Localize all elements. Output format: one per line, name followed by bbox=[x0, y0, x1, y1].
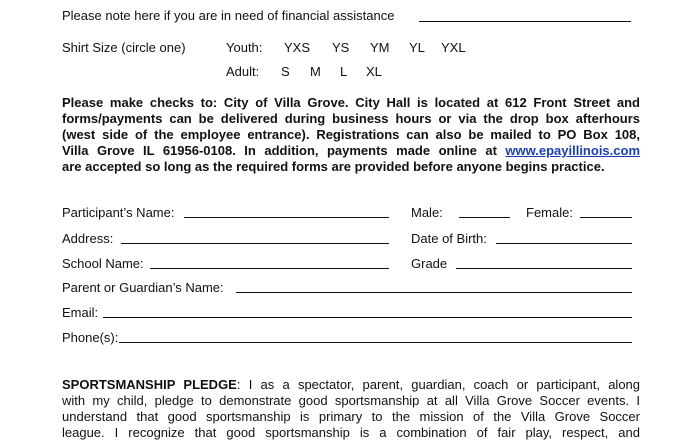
grade-label: Grade bbox=[411, 256, 448, 271]
email-label: Email: bbox=[62, 305, 99, 320]
size-ym[interactable]: YM bbox=[370, 40, 390, 55]
financial-assistance-blank[interactable] bbox=[419, 21, 631, 22]
pledge-line-1 bbox=[62, 377, 640, 393]
size-yl[interactable]: YL bbox=[409, 40, 425, 55]
phone-field[interactable] bbox=[119, 342, 632, 343]
dob-label: Date of Birth: bbox=[411, 231, 487, 246]
payment-line-5: are accepted so long as the required forms are provided before anyone begins practice. bbox=[62, 159, 605, 174]
size-ys[interactable]: YS bbox=[332, 40, 350, 55]
guardian-name-field[interactable] bbox=[236, 292, 632, 293]
address-field[interactable] bbox=[121, 243, 389, 244]
email-field[interactable] bbox=[103, 317, 632, 318]
payment-line-4-text: Villa Grove IL 61956-0108. In addition, payments made online at bbox=[62, 143, 497, 158]
school-name-label: School Name: bbox=[62, 256, 144, 271]
adult-label: Adult: bbox=[226, 64, 260, 79]
pledge-line-3: understand that good sportsmanship is primary to the mission of the Villa Grove Soccer bbox=[62, 409, 640, 424]
participant-name-field[interactable] bbox=[184, 217, 389, 218]
payment-line-4 bbox=[62, 143, 640, 159]
female-field[interactable] bbox=[580, 217, 632, 218]
payment-paragraph bbox=[62, 95, 640, 175]
payment-line-2: forms/payments can be delivered during business hours or via the drop box afterhours bbox=[62, 111, 640, 126]
shirt-size-label: Shirt Size (circle one) bbox=[62, 40, 186, 55]
school-name-field[interactable] bbox=[150, 268, 389, 269]
payment-line-3: (west side of the employee entrance). Registrations can also be mailed to PO Box 108, bbox=[62, 127, 640, 142]
epay-link[interactable]: www.epayillinois.com bbox=[505, 143, 640, 158]
size-yxl[interactable]: YXL bbox=[441, 40, 466, 55]
grade-field[interactable] bbox=[456, 268, 632, 269]
size-yxs[interactable]: YXS bbox=[284, 40, 311, 55]
youth-label: Youth: bbox=[226, 40, 263, 55]
pledge-line-4: league. I recognize that good sportsmanship is a combination of fair play, respect, and bbox=[62, 425, 640, 440]
phone-label: Phone(s): bbox=[62, 330, 119, 345]
male-field[interactable] bbox=[459, 217, 510, 218]
address-label: Address: bbox=[62, 231, 114, 246]
male-label: Male: bbox=[411, 205, 443, 220]
pledge-heading: SPORTSMANSHIP PLEDGE bbox=[62, 377, 237, 392]
financial-assistance-label: Please note here if you are in need of financial assistance bbox=[62, 8, 395, 23]
payment-line-1: Please make checks to: City of Villa Grove. City Hall is located at 612 Front Street and bbox=[62, 95, 640, 110]
pledge-line-2: with my child, pledge to demonstrate good sportsmanship at all Villa Grove Soccer events. I bbox=[62, 393, 640, 408]
dob-field[interactable] bbox=[496, 243, 632, 244]
participant-name-label: Participant’s Name: bbox=[62, 205, 175, 220]
guardian-name-label: Parent or Guardian’s Name: bbox=[62, 280, 224, 295]
size-m[interactable]: M bbox=[310, 64, 321, 79]
size-l[interactable]: L bbox=[340, 64, 348, 79]
female-label: Female: bbox=[526, 205, 573, 220]
pledge-line-1-text: : I as a spectator, parent, guardian, coach or participant, along bbox=[236, 377, 641, 392]
pledge-paragraph bbox=[62, 377, 640, 441]
size-xl[interactable]: XL bbox=[366, 64, 382, 79]
size-s[interactable]: S bbox=[281, 64, 290, 79]
